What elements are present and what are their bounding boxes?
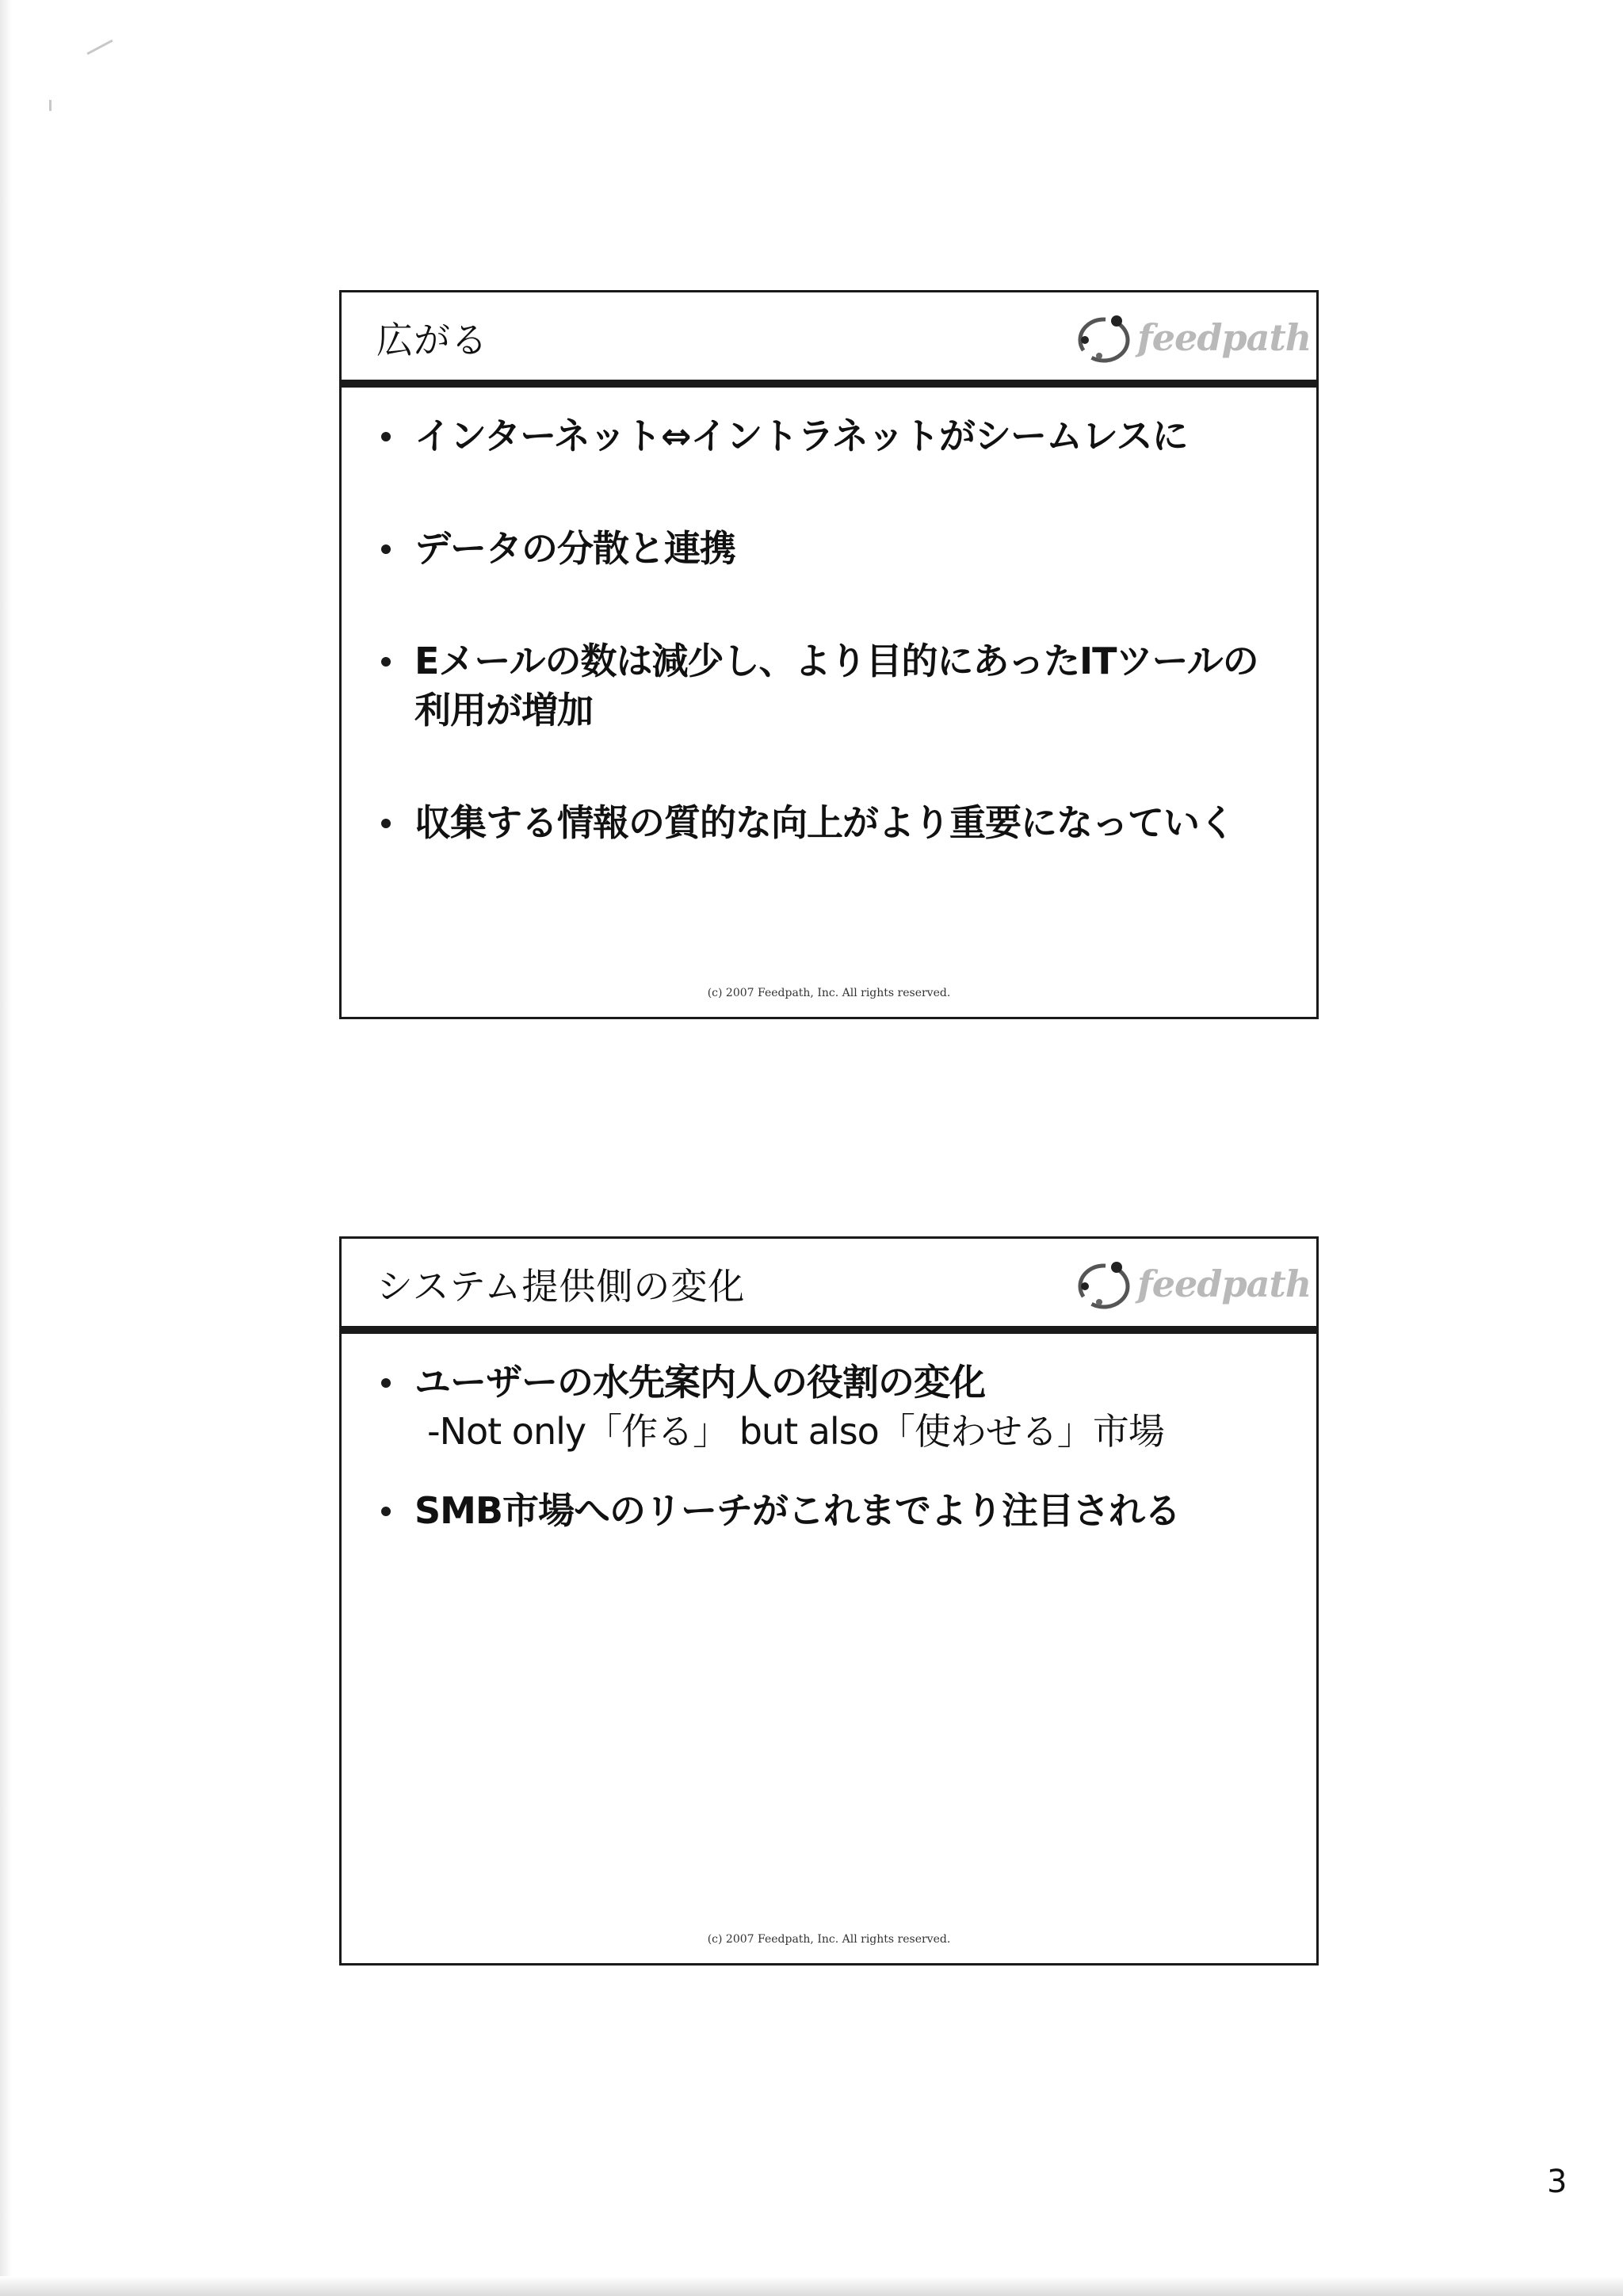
list-item bbox=[370, 636, 1285, 735]
feedpath-logo bbox=[1069, 310, 1312, 365]
bullet-list bbox=[370, 411, 1285, 911]
bullet-text: データの分散と連携 bbox=[414, 527, 735, 570]
bullet-icon bbox=[381, 544, 391, 554]
scan-left-edge bbox=[0, 0, 11, 2296]
title-rule bbox=[342, 1326, 1316, 1334]
bullet-icon bbox=[381, 657, 391, 667]
bullet-icon bbox=[381, 432, 391, 441]
list-item bbox=[370, 1358, 1285, 1456]
bullet-text: ユーザーの水先案内人の役割の変化 bbox=[414, 1361, 985, 1404]
title-rule bbox=[342, 380, 1316, 388]
bullet-list bbox=[370, 1358, 1285, 1565]
feedpath-logo bbox=[1069, 1256, 1312, 1312]
list-item bbox=[370, 798, 1285, 847]
bullet-icon bbox=[381, 1378, 391, 1388]
scan-bottom-edge bbox=[0, 2276, 1623, 2296]
bullet-icon bbox=[381, 1507, 391, 1516]
slide-title: 広がる bbox=[376, 319, 488, 361]
bullet-text: インターネット⇔イントラネットがシームレスに bbox=[414, 415, 1188, 457]
list-item bbox=[370, 1486, 1285, 1535]
bullet-text: 収集する情報の質的な向上がより重要になっていく bbox=[414, 801, 1235, 844]
bullet-subtext: -Not only「作る」 but also「使わせる」市場 bbox=[427, 1410, 1164, 1453]
bullet-icon bbox=[381, 819, 391, 828]
bullet-text: Eメールの数は減少し、より目的にあったITツールの利用が増加 bbox=[414, 640, 1258, 732]
list-item bbox=[370, 411, 1285, 460]
copyright-notice: (c) 2007 Feedpath, Inc. All rights reserved. bbox=[707, 987, 951, 999]
scan-speck bbox=[49, 100, 52, 111]
slide-1 bbox=[339, 290, 1319, 1019]
orbit-logo-icon bbox=[1069, 1256, 1137, 1312]
list-item bbox=[370, 524, 1285, 573]
copyright-notice: (c) 2007 Feedpath, Inc. All rights reserved. bbox=[707, 1933, 951, 1946]
logo-text: feedpath bbox=[1137, 1263, 1312, 1305]
orbit-logo-icon bbox=[1069, 310, 1137, 365]
logo-text: feedpath bbox=[1137, 316, 1312, 359]
slide-2 bbox=[339, 1236, 1319, 1966]
scan-speck bbox=[86, 40, 113, 55]
slide-title: システム提供側の変化 bbox=[376, 1265, 746, 1308]
bullet-text: SMB市場へのリーチがこれまでより注目される bbox=[414, 1489, 1180, 1532]
page-number: 3 bbox=[1547, 2164, 1568, 2200]
